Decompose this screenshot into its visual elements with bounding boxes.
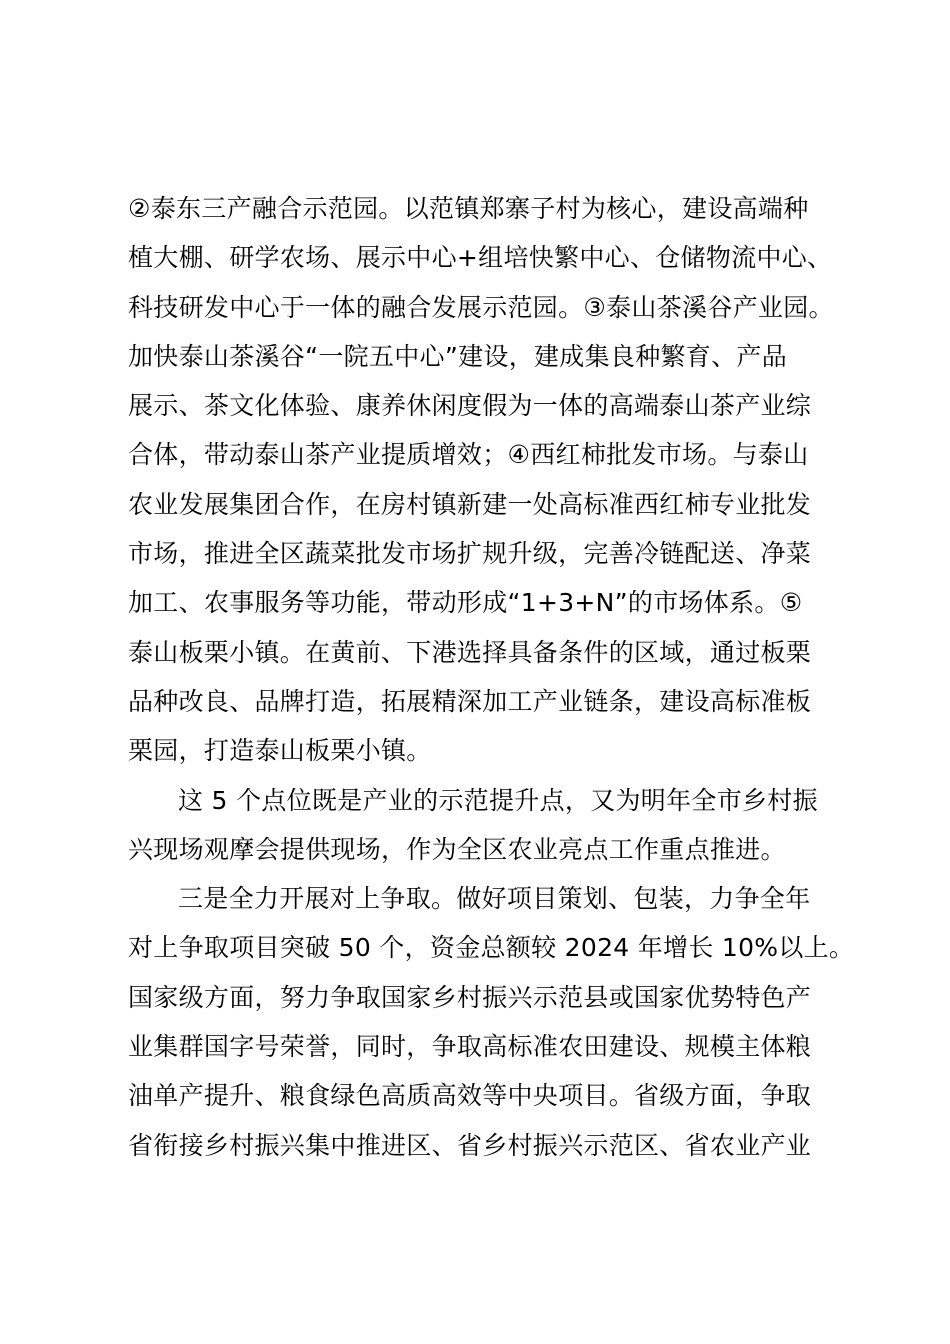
- text-line: 展示、茶文化体验、康养休闲度假为一体的高端泰山茶产业综: [128, 391, 812, 421]
- text-line: 品种改良、品牌打造，拓展精深加工产业链条，建设高标准板: [128, 686, 812, 716]
- text-line: 油单产提升、粮食绿色高质高效等中央项目。省级方面，争取: [128, 1081, 812, 1111]
- text-line: 植大棚、研学农场、展示中心+组培快繁中心、仓储物流中心、: [128, 243, 833, 273]
- document-body: [128, 184, 855, 1170]
- text-line: 兴现场观摩会提供现场，作为全区农业亮点工作重点推进。: [128, 834, 786, 864]
- text-line: 国家级方面，努力争取国家乡村振兴示范县或国家优势特色产: [128, 982, 812, 1012]
- text-line: 栗园，打造泰山板栗小镇。: [128, 736, 432, 766]
- text-line: 农业发展集团合作，在房村镇新建一处高标准西红柿专业批发: [128, 489, 812, 519]
- text-line: 市场，推进全区蔬菜批发市场扩规升级，完善冷链配送、净菜: [128, 539, 812, 569]
- text-line: 合体，带动泰山茶产业提质增效；④西红柿批发市场。与泰山: [128, 440, 809, 470]
- text-line: 科技研发中心于一体的融合发展示范园。③泰山茶溪谷产业园。: [128, 292, 834, 322]
- text-line: 加快泰山茶溪谷“一院五中心”建设，建成集良种繁育、产品: [128, 341, 788, 371]
- text-line: 加工、农事服务等功能，带动形成“1+3+N”的市场体系。⑤: [128, 588, 803, 618]
- text-line: 泰山板栗小镇。在黄前、下港选择具备条件的区域，通过板栗: [128, 637, 812, 667]
- paragraph-first-line: 这 5 个点位既是产业的示范提升点，又为明年全市乡村振: [178, 785, 818, 815]
- text-line: 省衔接乡村振兴集中推进区、省乡村振兴示范区、省农业产业: [128, 1130, 812, 1160]
- text-line: 对上争取项目突破 50 个，资金总额较 2024 年增长 10%以上。: [128, 933, 855, 963]
- text-line: 业集群国字号荣誉，同时，争取高标准农田建设、规模主体粮: [128, 1032, 812, 1062]
- paragraph-first-line: 三是全力开展对上争取。做好项目策划、包装，力争全年: [178, 884, 811, 914]
- text-line: ②泰东三产融合示范园。以范镇郑寨子村为核心，建设高端种: [128, 194, 809, 223]
